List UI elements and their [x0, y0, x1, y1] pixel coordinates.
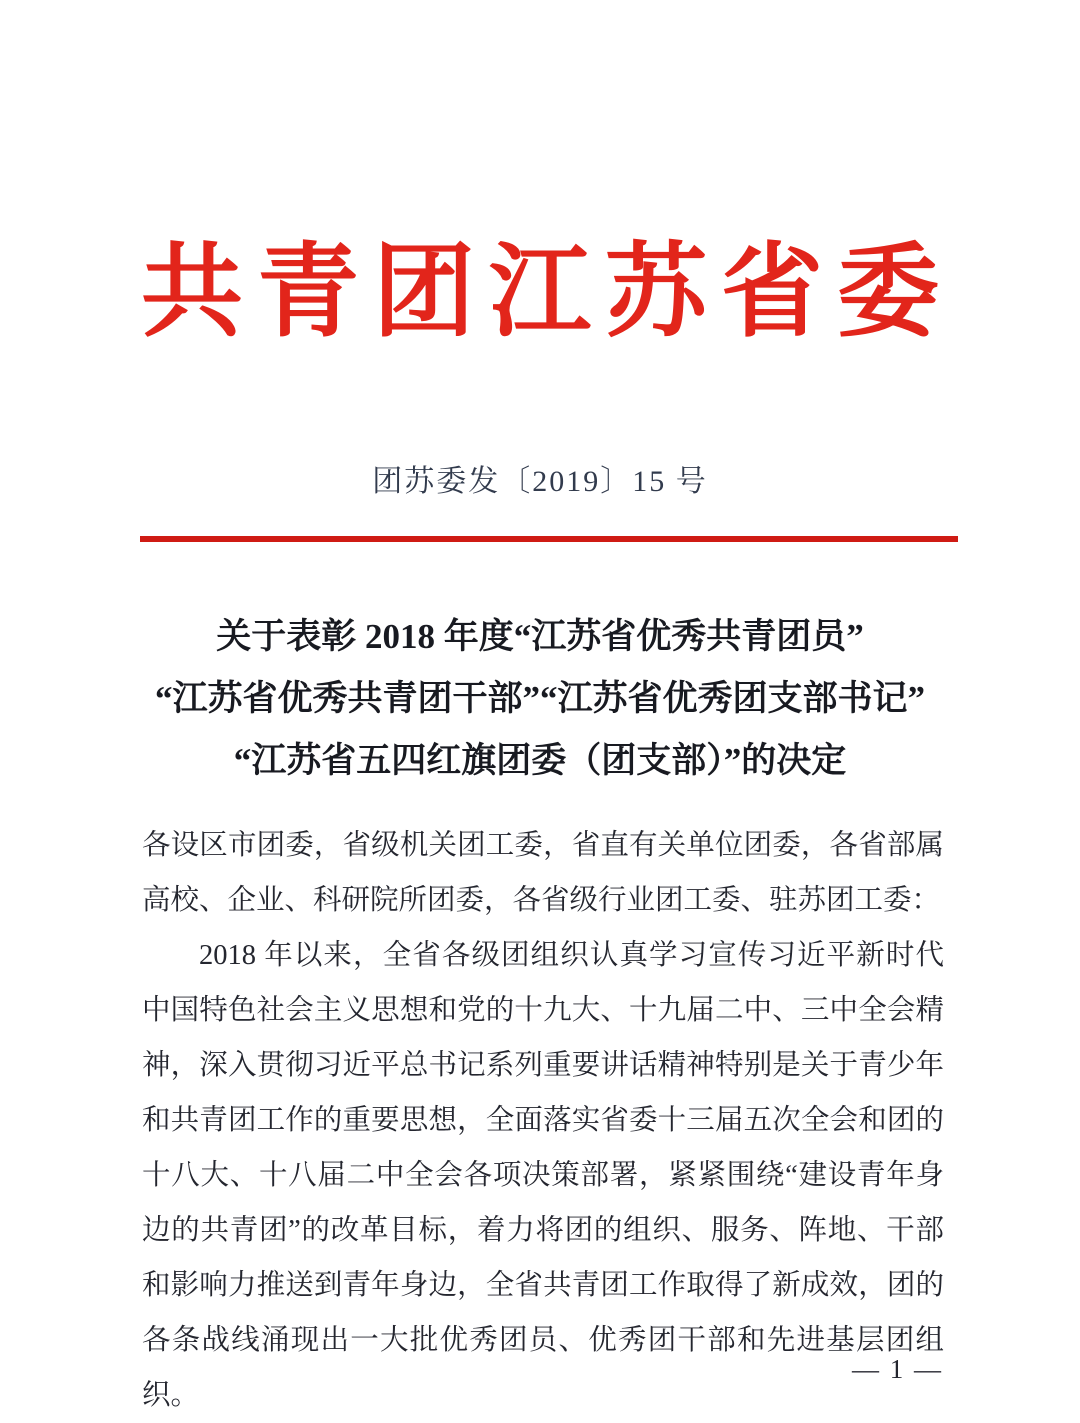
salutation-paragraph: 各设区市团委，省级机关团工委，省直有关单位团委，各省部属高校、企业、科研院所团委，各省级行业团工委、驻苏团工委：	[142, 830, 944, 916]
page-number: — 1 —	[852, 1354, 943, 1384]
red-divider-line	[140, 536, 958, 542]
document-title-line-3: “江苏省五四红旗团委（团支部）”的决定	[233, 741, 847, 780]
document-body	[142, 818, 944, 1423]
letterhead-org-name: 共青团江苏省委	[141, 237, 953, 350]
document-title-line-1: 关于表彰 2018 年度“江苏省优秀共青团员”	[216, 617, 864, 656]
document-number: 团苏委发〔2019〕15 号	[372, 465, 708, 498]
document-title-line-2: “江苏省优秀共青团干部”“江苏省优秀团支部书记”	[154, 679, 925, 718]
document-title	[70, 606, 1010, 792]
body-paragraph: 2018 年以来，全省各级团组织认真学习宣传习近平新时代中国特色社会主义思想和党的十九大、十九届二中、三中全会精神，深入贯彻习近平总书记系列重要讲话精神特别是关于青少年和共青团工作的重要思想，全面落实省委十三届五次全会和团的十八大、十八届二中全会各项决策部署，紧紧围绕“建设青年身边的共青团”的改革目标，着力将团的组织、服务、阵地、干部和影响力推送到青年身边，全省共青团工作取得了新成效，团的各条战线涌现出一大批优秀团员、优秀团干部和先进基层团组织。	[142, 940, 944, 1411]
